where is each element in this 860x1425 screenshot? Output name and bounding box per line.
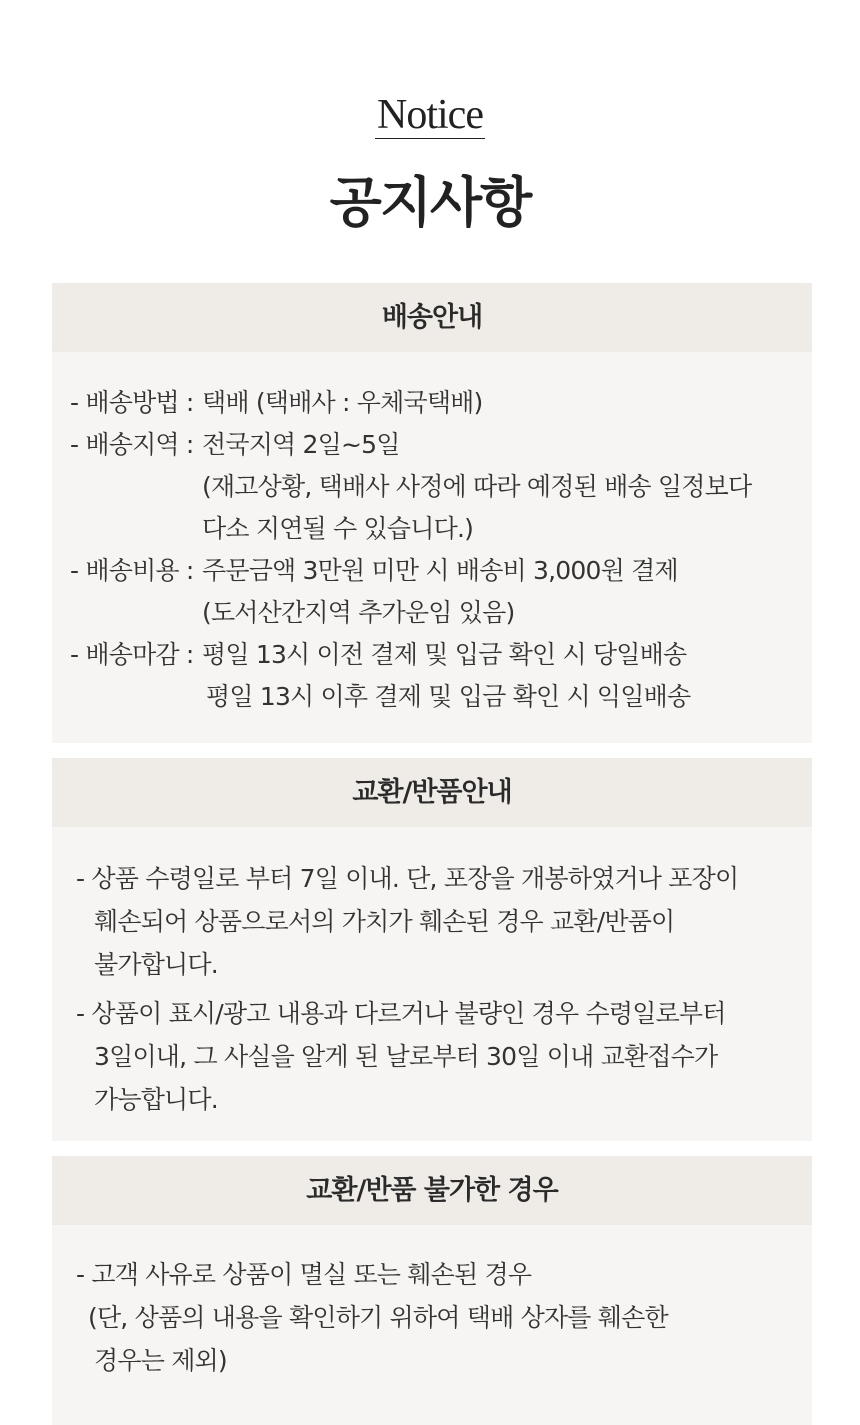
exchange-section	[52, 758, 812, 1141]
shipping-deadline-note: 평일 13시 이후 결제 및 입금 확인 시 익일배송	[206, 682, 691, 711]
shipping-area-label: - 배송지역 :	[70, 430, 194, 459]
exchange-item-2-line-2: 3일이내, 그 사실을 알게 된 날로부터 30일 이내 교환접수가	[94, 1042, 718, 1071]
shipping-section-body	[52, 352, 812, 743]
exchange-item-1-line-2: 훼손되어 상품으로서의 가치가 훼손된 경우 교환/반품이	[94, 907, 675, 936]
shipping-section-title: 배송안내	[52, 283, 812, 352]
exchange-section-title: 교환/반품안내	[52, 758, 812, 827]
notice-title-ko: 공지사항	[329, 171, 531, 234]
shipping-cost-label: - 배송비용 :	[70, 556, 194, 585]
exchange-item-2	[76, 992, 812, 1121]
non-exchange-section	[52, 1156, 812, 1425]
shipping-method-label: - 배송방법 :	[70, 388, 194, 417]
exchange-item-1-line-3: 불가합니다.	[94, 950, 218, 979]
shipping-method-value: 택배 (택배사 : 우체국택배)	[202, 388, 483, 417]
exchange-item-1-line-1: - 상품 수령일로 부터 7일 이내. 단, 포장을 개봉하였거나 포장이	[76, 864, 739, 893]
notice-title-en: Notice	[377, 92, 483, 138]
shipping-deadline-label: - 배송마감 :	[70, 640, 194, 669]
shipping-method-row	[70, 382, 812, 424]
shipping-area-note-2: 다소 지연될 수 있습니다.)	[202, 514, 474, 543]
non-exchange-section-title: 교환/반품 불가한 경우	[52, 1156, 812, 1225]
shipping-cost-row	[70, 550, 812, 592]
non-exchange-item-1-line-3: 경우는 제외)	[94, 1346, 227, 1375]
shipping-area-row	[70, 424, 812, 466]
exchange-section-body	[52, 827, 812, 1141]
notice-header	[0, 0, 860, 235]
non-exchange-item-1-line-1: - 고객 사유로 상품이 멸실 또는 훼손된 경우	[76, 1260, 532, 1289]
shipping-section	[52, 283, 812, 743]
shipping-area-value: 전국지역 2일~5일	[202, 430, 400, 459]
shipping-cost-value: 주문금액 3만원 미만 시 배송비 3,000원 결제	[202, 556, 678, 585]
non-exchange-section-body	[52, 1225, 812, 1425]
exchange-item-2-line-1: - 상품이 표시/광고 내용과 다르거나 불량인 경우 수령일로부터	[76, 999, 726, 1028]
shipping-cost-note: (도서산간지역 추가운임 있음)	[202, 598, 515, 627]
non-exchange-item-1-line-2: (단, 상품의 내용을 확인하기 위하여 택배 상자를 훼손한	[88, 1303, 668, 1332]
shipping-deadline-value: 평일 13시 이전 결제 및 입금 확인 시 당일배송	[202, 640, 687, 669]
shipping-deadline-row	[70, 634, 812, 676]
exchange-item-1	[76, 857, 812, 986]
shipping-area-note-1: (재고상황, 택배사 사정에 따라 예정된 배송 일정보다	[202, 472, 752, 501]
exchange-item-2-line-3: 가능합니다.	[94, 1085, 218, 1114]
